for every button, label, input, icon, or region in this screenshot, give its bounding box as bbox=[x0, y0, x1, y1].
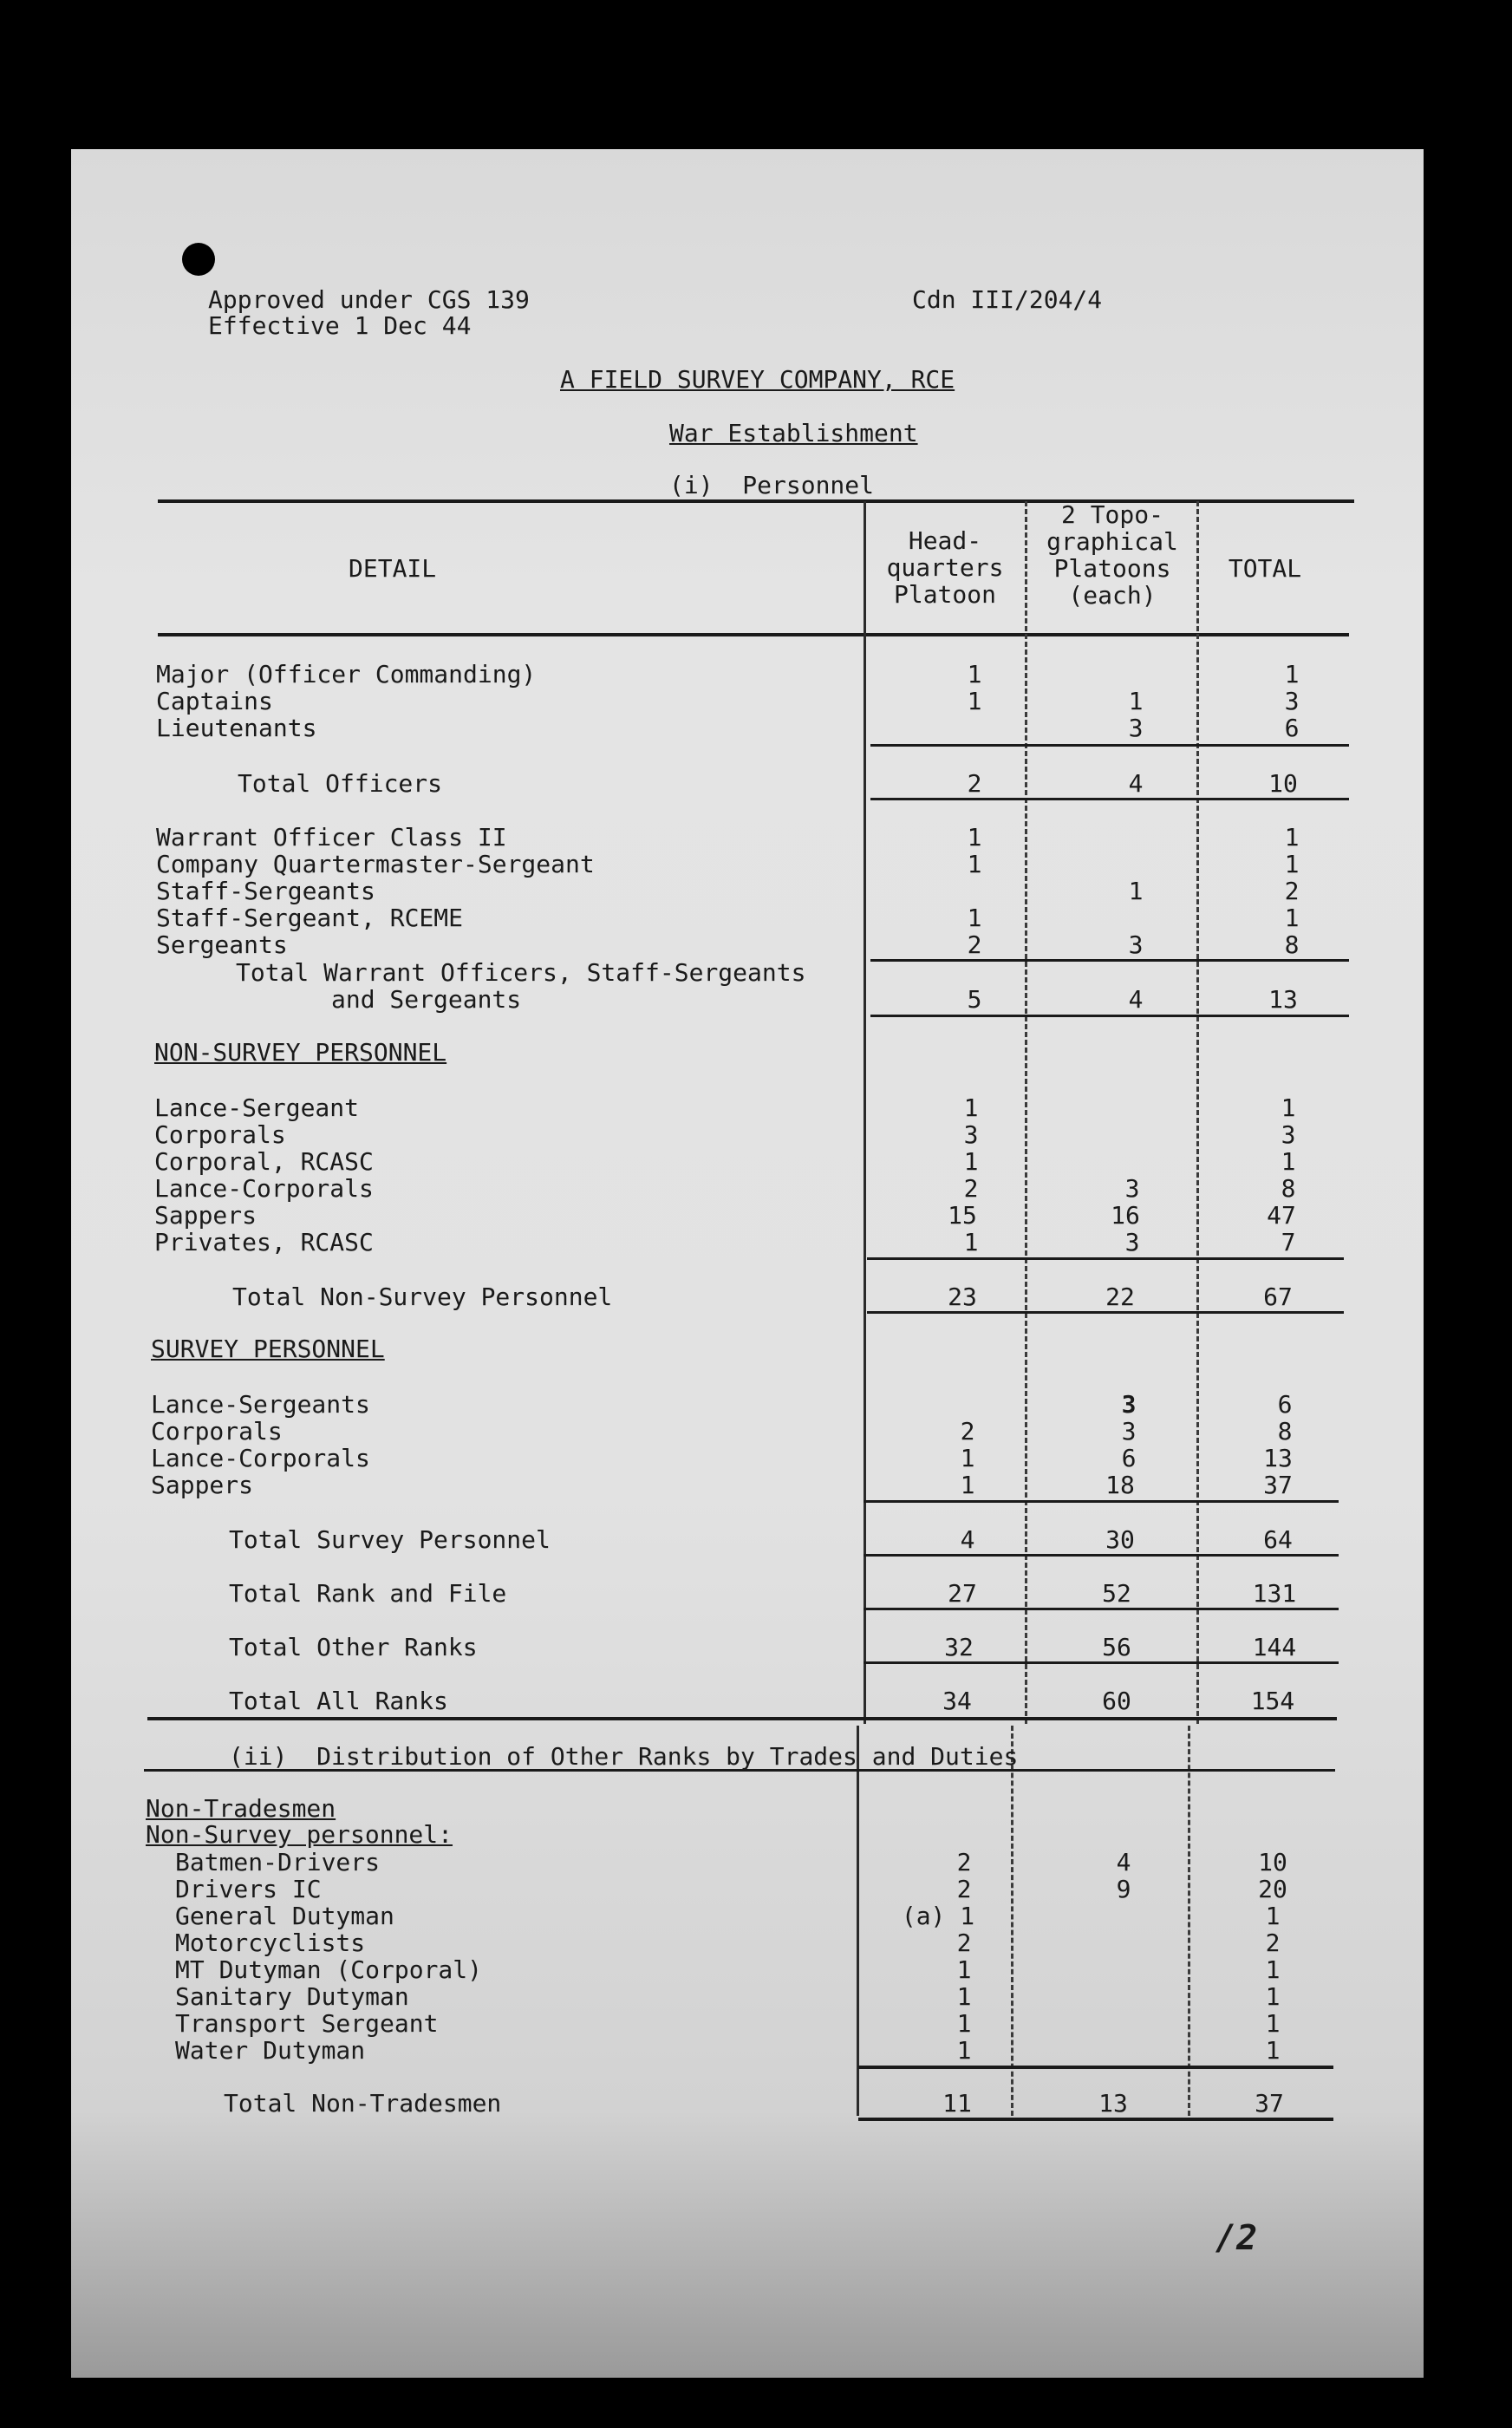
table-row: Corporals 2 3 8 bbox=[151, 1417, 1293, 1446]
table-row: Lance-Sergeants 3 6 bbox=[151, 1390, 1293, 1419]
table-row: Corporals 3 3 bbox=[154, 1120, 1296, 1149]
table-row: Sappers 1 18 37 bbox=[151, 1471, 1293, 1499]
col-header-topo-4: (each) bbox=[1068, 581, 1157, 610]
total-nco-row-2: and Sergeants 5 4 13 bbox=[331, 985, 1298, 1014]
total-all-ranks-row: Total All Ranks 34 60 154 bbox=[229, 1687, 1295, 1715]
table-row: MT Dutyman (Corporal) 1 1 bbox=[175, 1955, 1281, 1984]
non-tradesmen-heading: Non-Tradesmen bbox=[146, 1794, 336, 1823]
reference-number: Cdn III/204/4 bbox=[912, 285, 1103, 314]
col-header-hq-3: Platoon bbox=[893, 580, 996, 609]
table-row: Lance-Corporals 1 6 13 bbox=[151, 1444, 1293, 1472]
table-row: Lieutenants 3 6 bbox=[156, 714, 1300, 742]
total-officers-row: Total Officers 2 4 10 bbox=[238, 769, 1298, 798]
table-row: Major (Officer Commanding) 1 1 bbox=[156, 660, 1300, 689]
total-rank-file-row: Total Rank and File 27 52 131 bbox=[229, 1579, 1297, 1608]
table-row: Privates, RCASC 1 3 7 bbox=[154, 1228, 1296, 1256]
total-non-tradesmen-row: Total Non-Tradesmen 11 13 37 bbox=[224, 2089, 1284, 2118]
col-header-topo-3: Platoons bbox=[1053, 554, 1171, 583]
total-nco-row-1: Total Warrant Officers, Staff-Sergeants bbox=[236, 958, 806, 987]
non-survey-sub-heading: Non-Survey personnel: bbox=[146, 1820, 453, 1849]
total-non-survey-row: Total Non-Survey Personnel 23 22 67 bbox=[232, 1283, 1293, 1311]
table-row: Sanitary Dutyman 1 1 bbox=[175, 1982, 1281, 2011]
col-header-hq-2: quarters bbox=[886, 553, 1004, 582]
col-header-topo-2: graphical bbox=[1046, 527, 1178, 556]
total-other-ranks-row: Total Other Ranks 32 56 144 bbox=[229, 1633, 1297, 1661]
col-header-hq-1: Head- bbox=[908, 526, 982, 555]
header-bottom-rule bbox=[158, 633, 1349, 636]
page-number: /2 bbox=[1215, 2218, 1258, 2258]
table-row: Warrant Officer Class II 1 1 bbox=[156, 823, 1300, 852]
table-row: Sergeants 2 3 8 bbox=[156, 930, 1300, 959]
table-row: Staff-Sergeant, RCEME 1 1 bbox=[156, 904, 1300, 932]
punch-hole bbox=[182, 243, 215, 276]
total-survey-row: Total Survey Personnel 4 30 64 bbox=[229, 1525, 1293, 1554]
document-subtitle: War Establishment bbox=[669, 419, 918, 447]
col-header-topo-1: 2 Topo- bbox=[1060, 500, 1163, 529]
section-personnel-heading: (i) Personnel bbox=[669, 471, 875, 499]
effective-line: Effective 1 Dec 44 bbox=[208, 311, 472, 340]
table-row: Lance-Sergeant 1 1 bbox=[154, 1093, 1296, 1122]
table-row: Motorcyclists 2 2 bbox=[175, 1929, 1281, 1957]
table-row: Company Quartermaster-Sergeant 1 1 bbox=[156, 850, 1300, 878]
table-row: Captains 1 1 3 bbox=[156, 687, 1300, 715]
col-header-detail: DETAIL bbox=[349, 554, 437, 583]
table-row: Lance-Corporals 2 3 8 bbox=[154, 1174, 1296, 1203]
table-row: Batmen-Drivers 2 4 10 bbox=[175, 1848, 1287, 1876]
approved-line: Approved under CGS 139 bbox=[208, 285, 530, 314]
table-row: Water Dutyman 1 1 bbox=[175, 2036, 1281, 2065]
table-row: Sappers 15 16 47 bbox=[154, 1201, 1296, 1230]
non-survey-heading: NON-SURVEY PERSONNEL bbox=[154, 1038, 447, 1067]
section-distribution-heading: (ii) Distribution of Other Ranks by Trades and Duties bbox=[229, 1742, 1019, 1771]
table-row: Corporal, RCASC 1 1 bbox=[154, 1147, 1296, 1176]
table-row: Transport Sergeant 1 1 bbox=[175, 2009, 1281, 2038]
survey-heading: SURVEY PERSONNEL bbox=[151, 1335, 385, 1363]
col-header-total: TOTAL bbox=[1228, 554, 1302, 583]
table-row: Drivers IC 2 9 20 bbox=[175, 1875, 1287, 1903]
document-title: A FIELD SURVEY COMPANY, RCE bbox=[560, 365, 955, 394]
table-row: General Dutyman (a) 1 1 bbox=[175, 1902, 1281, 1930]
section-divider-rule bbox=[147, 1717, 1337, 1720]
table-row: Staff-Sergeants 1 2 bbox=[156, 877, 1300, 905]
